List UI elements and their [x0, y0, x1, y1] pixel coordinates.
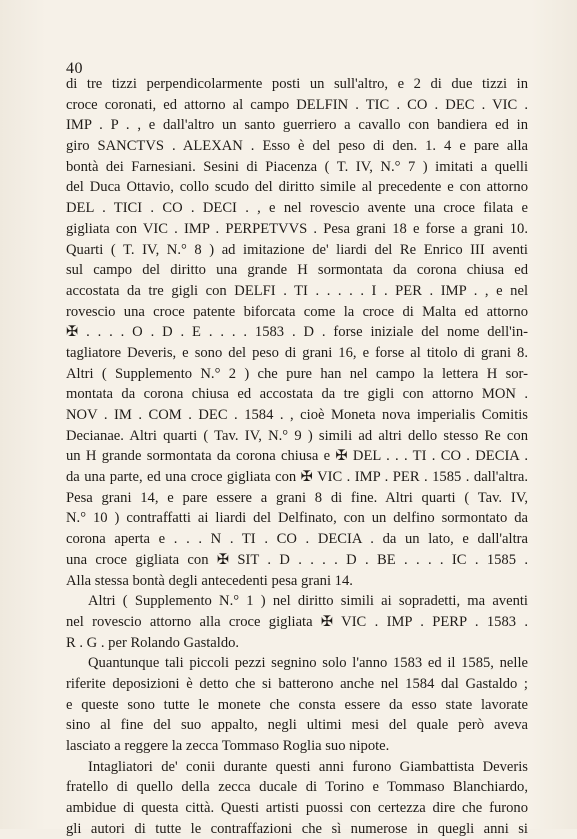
text-line: ambidue di questa città. Questi artisti puossi con certezza dire che furono: [66, 800, 528, 817]
text-line: montata da corona chiusa ed accostata da tre gigli con attorno MON .: [66, 386, 528, 403]
text-line: Intagliatori de' conii durante questi anni furono Giambattista Deveris: [88, 758, 528, 775]
text-line: tagliatore Deveris, e sono del peso di grani 16, e forse al titolo di grani 8.: [66, 344, 528, 361]
text-line: DEL . TICI . CO . DECI . , e nel rovescio avente una croce filata e: [66, 200, 528, 217]
text-line: e queste sono tutte le monete che consta essere da esso state lavorate: [66, 696, 528, 713]
text-line: nel rovescio attorno alla croce gigliata ✠ VIC . IMP . PERP . 1583 .: [66, 613, 528, 630]
text-line: del Duca Ottavio, collo scudo del diritto simile al precedente e con attorno: [66, 179, 528, 196]
page-number: 40: [66, 60, 83, 77]
text-line: bontà dei Farnesiani. Sesini di Piacenza ( T. IV, N.° 7 ) imitati a quelli: [66, 158, 528, 175]
text-line: gigliata con VIC . IMP . PERPETVVS . Pesa grani 18 e forse a grani 10.: [66, 220, 528, 237]
text-line: Quarti ( T. IV, N.° 8 ) ad imitazione de' liardi del Re Enrico III aventi: [66, 241, 528, 258]
text-line: una croce gigliata con ✠ SIT . D . . . . D . BE . . . . IC . 1585 .: [66, 551, 528, 568]
body-text: [66, 74, 528, 839]
text-line: fratello di quello della zecca ducale di Torino e Tommaso Blanchiardo,: [66, 779, 528, 796]
text-line: di tre tizzi perpendicolarmente posti un sull'altro, e 2 di due tizzi in: [66, 76, 528, 92]
text-line: un H grande sormontata da corona chiusa e ✠ DEL . . . TI . CO . DECIA .: [66, 448, 528, 465]
text-line: IMP . P . , e dall'altro un santo guerriero a cavallo con bandiera ed in: [66, 117, 528, 134]
text-line: giro SANCTVS . ALEXAN . Esso è del peso di den. 1. 4 e pare alla: [66, 138, 528, 155]
text-line: sul campo del diritto una grande H sormontata da corona chiusa ed: [66, 262, 528, 279]
text-line: croce coronati, ed attorno al campo DELFIN . TIC . CO . DEC . VIC .: [66, 96, 528, 113]
text-line: lasciato a reggere la zecca Tommaso Roglia suo nipote.: [66, 738, 390, 754]
text-line: Decianae. Altri quarti ( Tav. IV, N.° 9 ) simili ad altri dello stesso Re con: [66, 427, 528, 444]
text-line: accostata da tre gigli con DELFI . TI . . . . . I . PER . IMP . , e nel: [66, 282, 528, 299]
text-line: Pesa grani 14, e pare essere a grani 8 di fine. Altri quarti ( Tav. IV,: [66, 489, 528, 506]
text-line: sino al fine del suo appalto, negli ultimi mesi del quale però aveva: [66, 717, 528, 734]
text-line: NOV . IM . COM . DEC . 1584 . , cioè Moneta nova imperialis Comitis: [66, 407, 528, 423]
text-line: Altri ( Supplemento N.° 1 ) nel diritto simili ai sopradetti, ma aventi: [88, 593, 528, 610]
text-line: ✠ . . . . O . D . E . . . . 1583 . D . forse iniziale del nome dell'in-: [66, 324, 528, 341]
text-line: gli autori di tutte le contraffazioni che sì numerose in quegli anni si: [66, 820, 528, 837]
text-line: Quantunque tali piccoli pezzi segnino solo l'anno 1583 ed il 1585, nelle: [88, 655, 528, 672]
text-line: corona aperta e . . . N . TI . CO . DECIA . da un lato, e dall'altra: [66, 531, 528, 548]
text-line: Altri ( Supplemento N.° 2 ) che pure han nel campo la lettera H sor-: [66, 365, 528, 382]
text-line: da una parte, ed una croce gigliata con ✠ VIC . IMP . PER . 1585 . dall'altra.: [66, 469, 528, 486]
text-line: Alla stessa bontà degli antecedenti pesa grani 14.: [66, 572, 353, 589]
text-line: riferite deposizioni è detto che si batterono anche nel 1584 dal Gastaldo ;: [66, 675, 528, 692]
text-line: rovescio una croce patente biforcata come la croce di Malta ed attorno: [66, 303, 528, 320]
text-line: R . G . per Rolando Gastaldo.: [66, 634, 240, 651]
text-line: N.° 10 ) contraffatti ai liardi del Delfinato, con un delfino sormontato da: [66, 510, 528, 527]
